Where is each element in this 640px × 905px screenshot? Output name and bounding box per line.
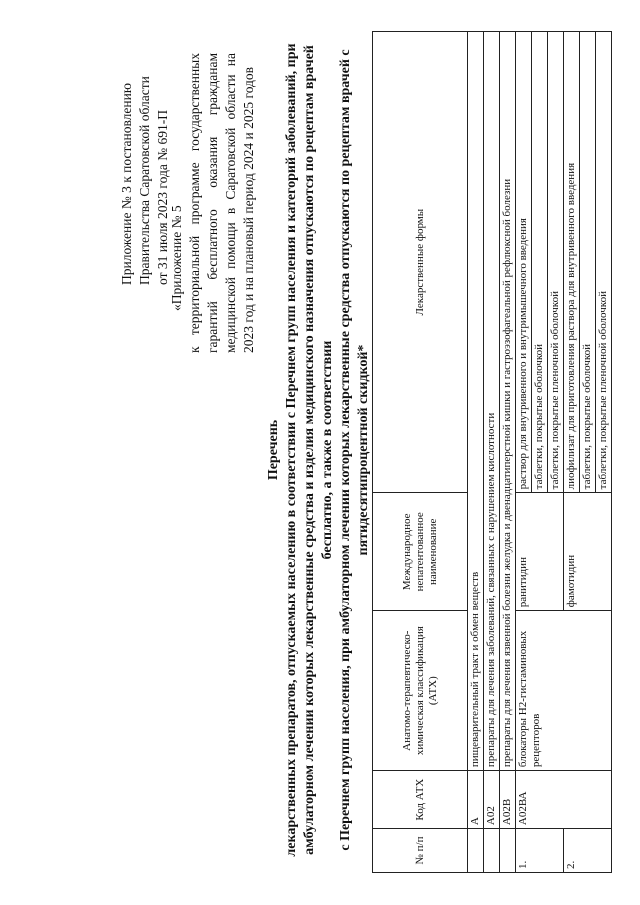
header-atc-class: Анатомо-терапевтическо-химическая классификация (АТХ) [373, 611, 468, 771]
entry-atc-code: А02ВА [516, 771, 612, 829]
section-text: препараты для лечения заболеваний, связанных с нарушением кислотности [484, 32, 500, 771]
entry-inn: фамотидин [564, 493, 612, 611]
section-code: А02В [500, 771, 516, 829]
appendix-header-line: Правительства Саратовской области [137, 76, 152, 285]
entry-form: лиофилизат для приготовления раствора для внутривенного введения [564, 32, 580, 493]
table-row [468, 32, 484, 873]
appendix-5-note [168, 53, 258, 353]
table-row [516, 32, 532, 873]
section-code: А02 [484, 771, 500, 829]
entry-num: 1. [516, 829, 564, 873]
section-text: пищеварительный тракт и обмен веществ [468, 32, 484, 771]
drug-list-table [372, 31, 612, 873]
title-heading: Перечень [266, 419, 281, 481]
entry-inn: ранитидин [516, 493, 564, 611]
entry-form: раствор для внутривенного и внутримышечного введения [516, 32, 532, 493]
appendix-5-first-line: «Приложение № 5 [169, 205, 184, 311]
header-num: № п/п [373, 829, 468, 873]
entry-atc-class: блокаторы Н2-гистаминовых рецепторов [516, 611, 612, 771]
appendix-header-line: Приложение № 3 к постановлению [119, 83, 134, 285]
header-atc-code: Код АТХ [373, 771, 468, 829]
table-row [500, 32, 516, 873]
entry-form: таблетки, покрытые пленочной оболочкой [548, 32, 564, 493]
appendix-header [118, 55, 172, 285]
table-header-row [373, 32, 468, 873]
entry-num: 2. [564, 829, 612, 873]
entry-form: таблетки, покрытые оболочкой [532, 32, 548, 493]
entry-form: таблетки, покрытые пленочной оболочкой [596, 32, 612, 493]
section-code: А [468, 771, 484, 829]
appendix-5-body: к территориальной программе государственных гарантий бесплатного оказания гражданам медицинской помощи в Саратовской области на 2023 год и на плановый период 2024 и 2025 годов [187, 53, 256, 353]
section-text: препараты для лечения язвенной болезни желудка и двенадцатиперстной кишки и гастроэзофагеальной рефлюксной болезни [500, 32, 516, 771]
table-row [484, 32, 500, 873]
header-inn: Международное непатентованное наименование [373, 493, 468, 611]
document-title [265, 35, 373, 865]
header-forms: Лекарственные формы [373, 32, 468, 493]
entry-form: таблетки, покрытые оболочкой [580, 32, 596, 493]
appendix-header-line: от 31 июля 2023 года № 691-П [155, 110, 170, 285]
title-text-2: с Перечнем групп населения, при амбулаторном лечении которых лекарственные средства отпускаются по рецептам врачей с пятидесятипроцентной скидкой* [338, 49, 371, 851]
title-text-1: лекарственных препаратов, отпускаемых населению в соответствии с Перечнем групп населения и категорий заболеваний, при амбулаторном лечении которых лекарственные средства и изделия медицинского назначения отпускаются по рецептам врачей бесплатно, а также в соответствии [284, 43, 335, 857]
